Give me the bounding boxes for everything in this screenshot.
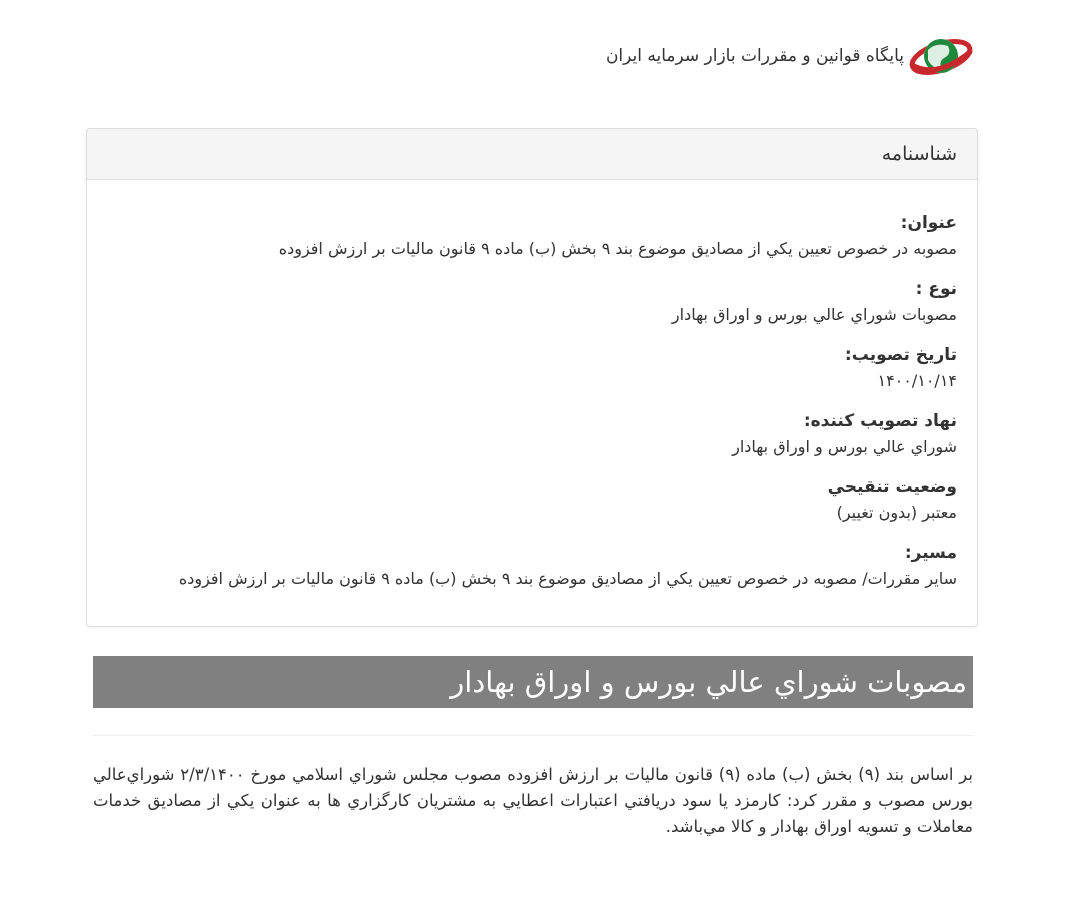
field-label: نوع :: [915, 279, 957, 299]
panel-heading: شناسنامه: [87, 129, 977, 180]
field-approving-body: [107, 408, 957, 460]
field-approval-date: [107, 342, 957, 394]
divider: [93, 735, 973, 736]
field-value: مصوبه در خصوص تعيين يكي از مصاديق موضوع بند ۹ بخش (ب) ماده ۹ قانون ماليات بر ارزش افزوده: [278, 239, 957, 258]
field-value: ۱۴۰۰/۱۰/۱۴: [877, 371, 957, 390]
capital-market-globe-logo-icon[interactable]: [908, 28, 974, 84]
field-path: [107, 540, 957, 592]
field-value[interactable]: ساير مقررات/ مصوبه در خصوص تعيين يكي از مصاديق موضوع بند ۹ بخش (ب) ماده ۹ قانون ماليات بر ارزش افزوده: [178, 569, 957, 588]
field-label: تاريخ تصويب:: [844, 345, 957, 365]
document-info-panel: [86, 128, 978, 627]
site-header: [606, 28, 974, 84]
category-banner: مصوبات شوراي عالي بورس و اوراق بهادار: [93, 656, 973, 708]
field-label: وضعيت تنقيحي: [827, 477, 957, 497]
field-value: معتبر (بدون تغيير): [836, 503, 957, 522]
field-value: شوراي عالي بورس و اوراق بهادار: [732, 437, 957, 456]
field-title: [107, 210, 957, 262]
site-title[interactable]: پايگاه قوانين و مقررات بازار سرمايه ايران: [605, 46, 904, 66]
panel-body: [87, 180, 977, 592]
resolution-body-text: بر اساس بند (۹) بخش (ب) ماده (۹) قانون ماليات بر ارزش افزوده مصوب مجلس شوراي اسلامي مورخ ۲/۳/۱۴۰۰ شوراي‌عالي بورس مصوب و مقرر كرد: كارمزد يا سود دريافتي اعتبارات اعطايي به مشتريان كارگزاري ها به عنوان يكي از مصاديق خدمات معاملات و تسويه اوراق بهادار و كالا مي‌باشد.: [93, 765, 973, 836]
field-label: عنوان:: [900, 213, 957, 233]
field-type: [107, 276, 957, 328]
field-label: نهاد تصويب كننده:: [803, 411, 957, 431]
field-value: مصوبات شوراي عالي بورس و اوراق بهادار: [671, 305, 957, 324]
field-revision-status: [107, 474, 957, 526]
field-label: مسير:: [904, 543, 957, 563]
